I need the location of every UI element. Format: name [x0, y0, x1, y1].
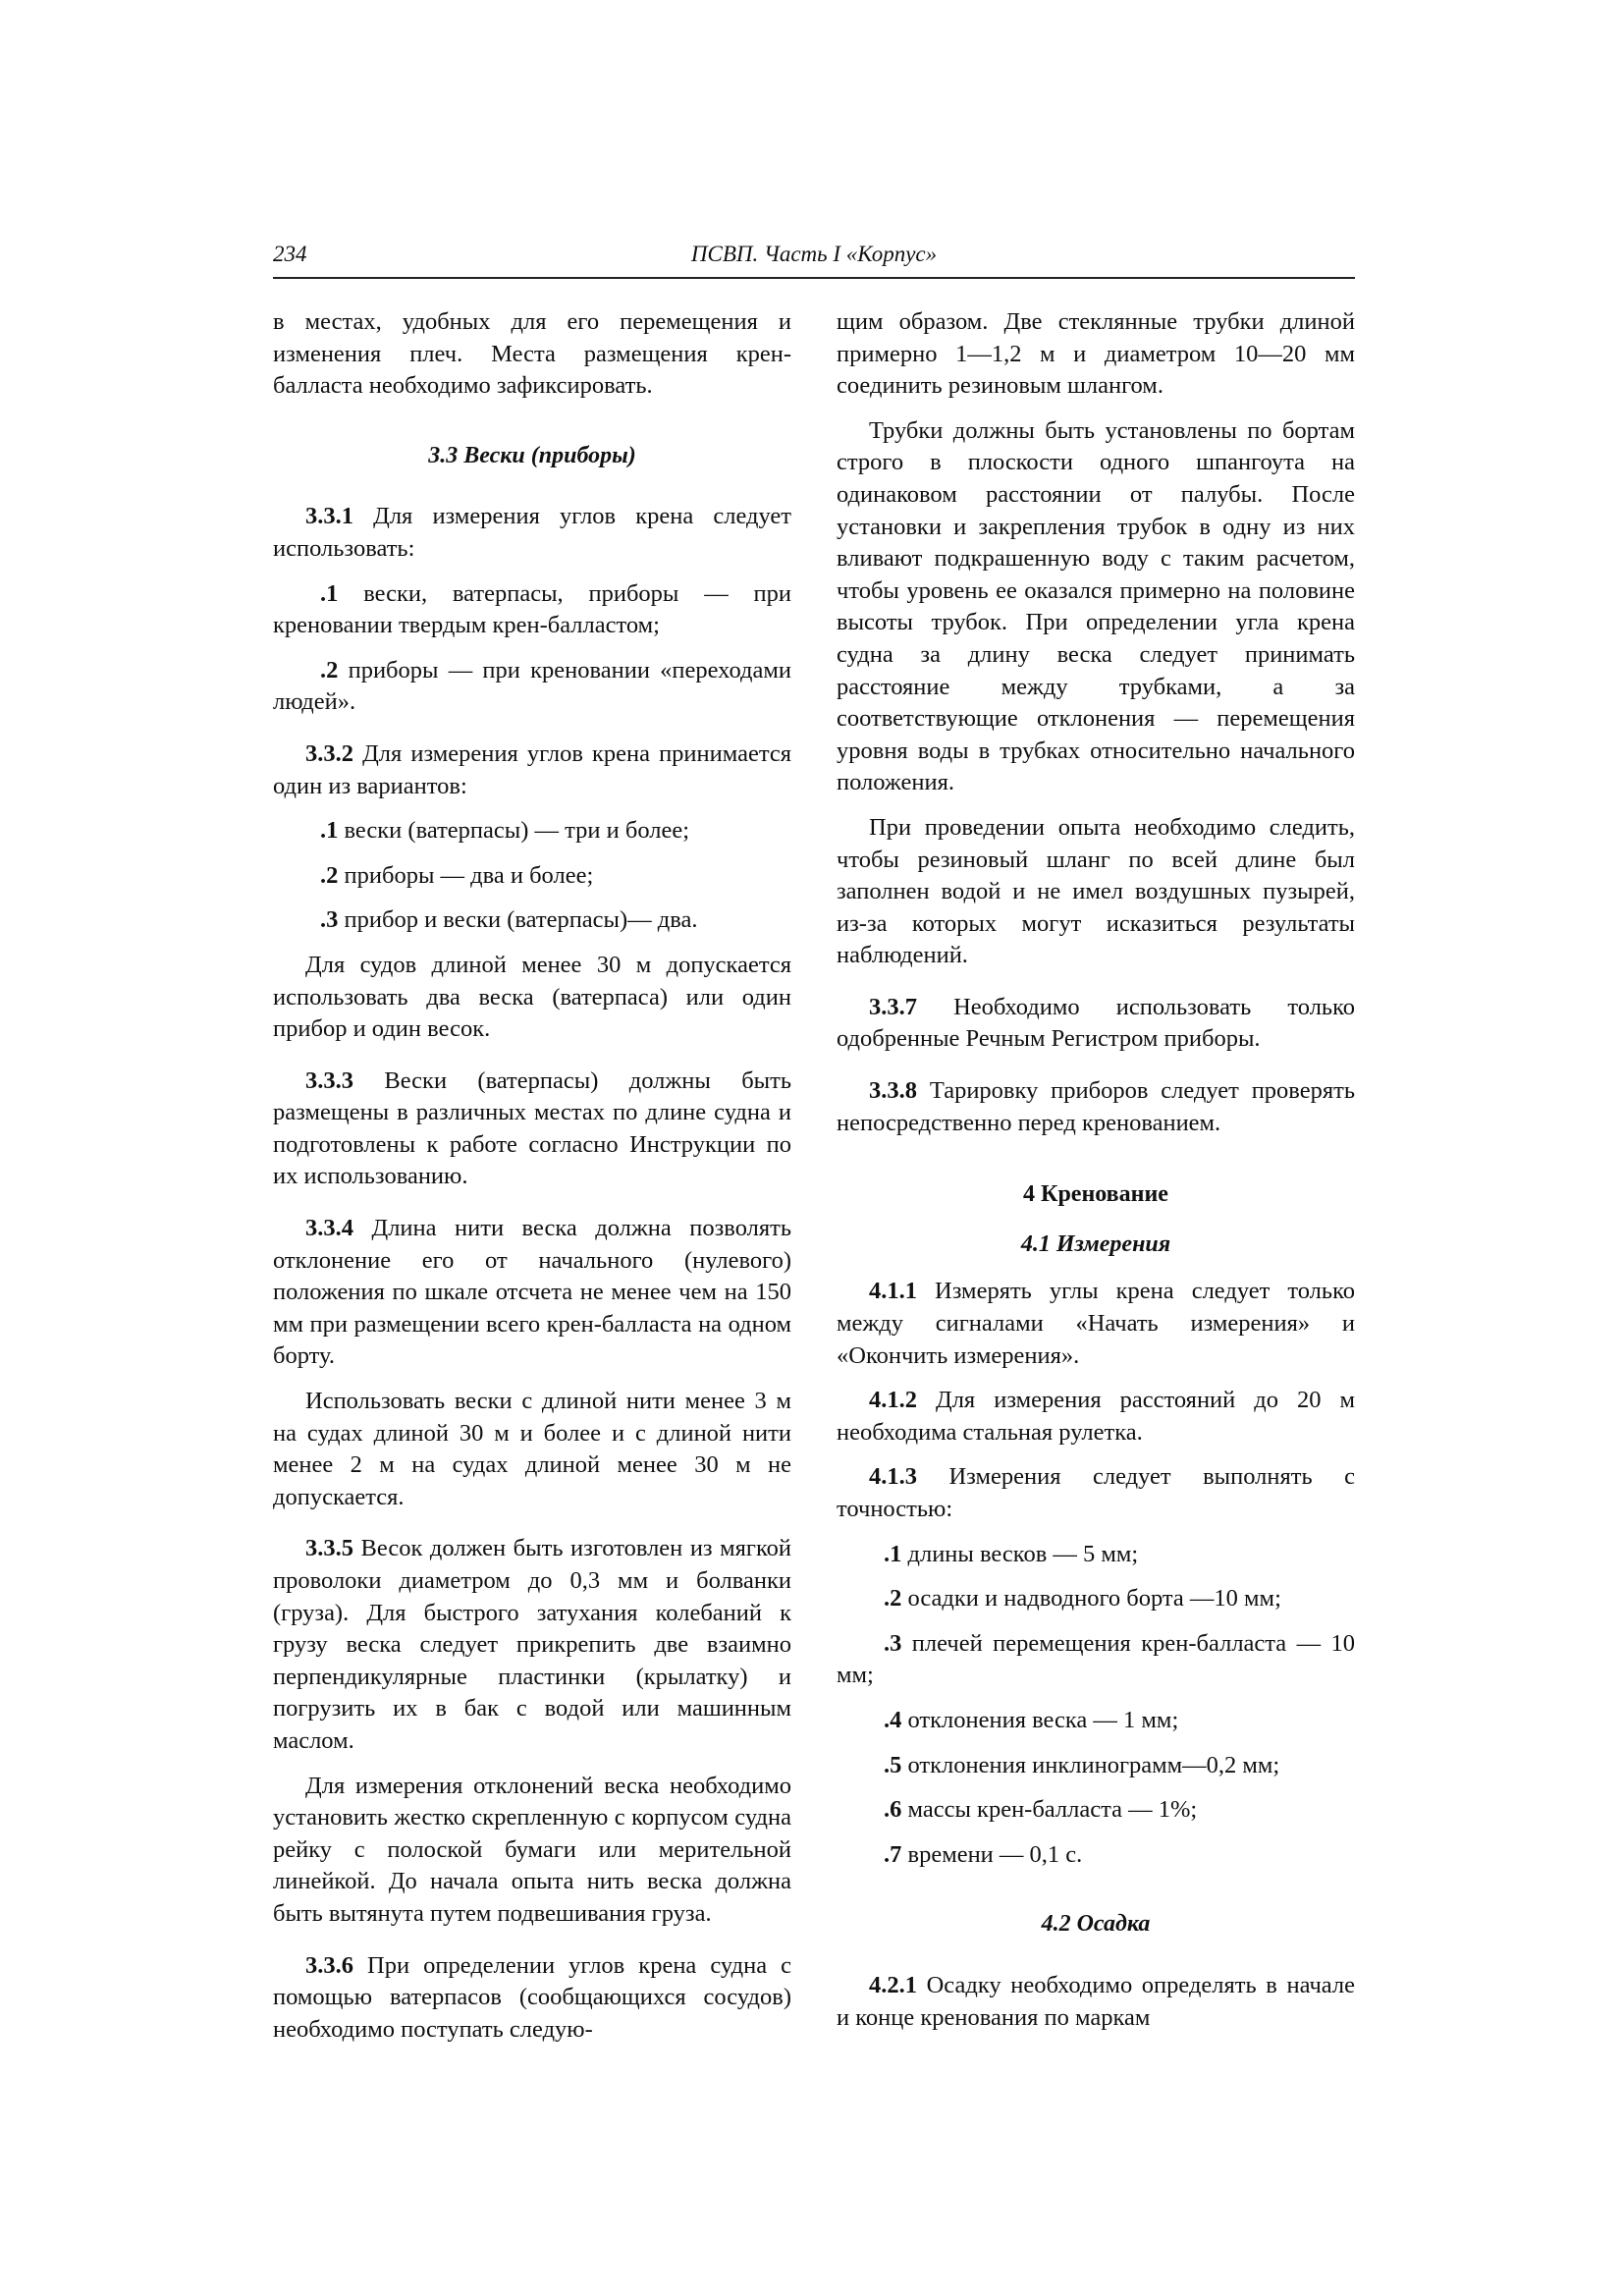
paragraph-3-3-4	[273, 1213, 791, 1373]
clause-text: Измерения следует выполнять с точностью:	[837, 1463, 1355, 1522]
clause-number: 3.3.3	[305, 1066, 353, 1094]
section-heading-3-3: 3.3 Вески (приборы)	[428, 442, 636, 468]
accuracy-list	[837, 1539, 1355, 1872]
continued-paragraph: щим образом. Две стеклянные трубки длиной примерно 1—1,2 м и диаметром 10—20 мм соединить резиновым шлангом.	[837, 308, 1355, 400]
section-heading-4: 4 Кренование	[1023, 1181, 1168, 1208]
item-number: .4	[884, 1706, 902, 1733]
item-number: .2	[320, 656, 339, 683]
paragraph-3-3-3	[273, 1066, 791, 1193]
section-heading-4-1: 4.1 Измерения	[1020, 1230, 1171, 1257]
clause-number: 4.2.1	[869, 1971, 917, 1998]
item-number: .3	[884, 1629, 902, 1657]
clause-number: 3.3.2	[305, 739, 353, 767]
paragraph-3-3-6	[273, 1950, 791, 2047]
list-item	[837, 1539, 1355, 1571]
note-paragraph: Использовать вески с длиной нити менее 3 м на судах длиной 30 м и более и с длиной нити менее 2 м на судах длиной менее 30 м не допускается.	[273, 1388, 791, 1510]
item-text: вески, ватерпасы, приборы — при креновании твердым крен-балластом;	[273, 579, 791, 639]
item-text: отклонения веска — 1 мм;	[901, 1706, 1179, 1733]
clause-number: 4.1.1	[869, 1278, 917, 1305]
item-text: плечей перемещения крен-балласта — 10 мм;	[837, 1629, 1355, 1689]
clause-number: 3.3.6	[305, 1951, 353, 1979]
paragraph-4-2-1	[837, 1970, 1355, 2034]
list-item	[837, 1839, 1355, 1872]
intro-paragraph: в местах, удобных для его перемещения и изменения плеч. Места размещения крен-балласта необходимо зафиксировать.	[273, 308, 791, 400]
item-text: осадки и надводного борта —10 мм;	[901, 1585, 1281, 1613]
clause-number: 4.1.3	[869, 1463, 917, 1491]
item-number: .1	[884, 1540, 902, 1567]
list-item	[837, 1750, 1355, 1782]
running-title: ПСВП. Часть I «Корпус»	[690, 242, 938, 266]
page-number: 234	[273, 242, 307, 266]
section-heading-4-2: 4.2 Осадка	[1041, 1911, 1151, 1938]
clause-number: 3.3.8	[869, 1077, 917, 1105]
clause-number: 3.3.4	[305, 1215, 353, 1242]
list-item	[837, 1583, 1355, 1615]
list-item	[273, 655, 791, 719]
list-item	[837, 1705, 1355, 1737]
item-text: длины весков — 5 мм;	[901, 1540, 1139, 1567]
item-text: прибор и вески (ватерпасы)— два.	[338, 906, 698, 934]
note-paragraph: Для измерения отклонений веска необходимо установить жестко скрепленную с корпусом судна рейку с полоской бумаги или мерительной линейкой. До начала опыта нить веска должна быть вытянута путем подвешивания груза.	[273, 1772, 791, 1927]
note-paragraph: Для судов длиной менее 30 м допускается использовать два веска (ватерпаса) или один прибор и один весок.	[273, 951, 791, 1043]
clause-text: Тарировку приборов следует проверять непосредственно перед кренованием.	[837, 1077, 1355, 1136]
item-number: .7	[884, 1840, 902, 1868]
paragraph-3-3-8	[837, 1075, 1355, 1139]
item-text: отклонения инклинограмм—0,2 мм;	[901, 1751, 1280, 1778]
list-item	[837, 1628, 1355, 1692]
item-number: .5	[884, 1751, 902, 1778]
clause-number: 3.3.7	[869, 993, 917, 1020]
item-text: приборы — при креновании «переходами людей».	[273, 656, 791, 716]
list-item	[837, 1794, 1355, 1827]
item-number: .1	[320, 579, 339, 607]
item-text: времени — 0,1 с.	[901, 1840, 1083, 1868]
paragraph-4-1-3	[837, 1461, 1355, 1525]
item-number: .1	[320, 817, 339, 845]
paragraph-3-3-1	[273, 501, 791, 565]
clause-number: 3.3.1	[305, 503, 353, 530]
hose-paragraph: При проведении опыта необходимо следить, чтобы резиновый шланг по всей длине был заполнен водой и не имел воздушных пузырей, из-за которых могут исказиться результаты наблюдений.	[837, 813, 1355, 969]
clause-text: Для измерения расстояний до 20 м необходима стальная рулетка.	[837, 1387, 1355, 1446]
item-text: массы крен-балласта — 1%;	[901, 1796, 1198, 1824]
item-number: .6	[884, 1796, 902, 1824]
item-number: .2	[320, 861, 339, 889]
clause-text: При определении углов крена судна с помощью ватерпасов (сообщающихся сосудов) необходимо поступать следую-	[273, 1951, 791, 2043]
paragraph-3-3-5	[273, 1533, 791, 1757]
paragraph-4-1-1	[837, 1276, 1355, 1372]
clause-text: Осадку необходимо определять в начале и конце кренования по маркам	[837, 1971, 1355, 2031]
paragraph-3-3-7	[837, 992, 1355, 1056]
item-text: приборы — два и более;	[338, 861, 594, 889]
item-number: .3	[320, 906, 339, 934]
list-item	[273, 904, 791, 937]
clause-text: Для измерения углов крена принимается один из вариантов:	[273, 739, 791, 799]
list-item	[273, 578, 791, 642]
left-column	[273, 306, 791, 2046]
clause-text: Для измерения углов крена следует использовать:	[273, 503, 791, 562]
clause-text: Измерять углы крена следует только между сигналами «Начать измерения» и «Окончить измерения».	[837, 1278, 1355, 1369]
clause-text: Весок должен быть изготовлен из мягкой проволоки диаметром до 0,3 мм и болванки (груза). Для быстрого затухания колебаний к грузу веска следует прикрепить две взаимно перпендикулярные пластинки (крылатку) и погрузить их в бак с водой или машинным маслом.	[273, 1535, 791, 1754]
clause-text: Необходимо использовать только одобренные Речным Регистром приборы.	[837, 993, 1355, 1053]
tubes-paragraph: Трубки должны быть установлены по бортам строго в плоскости одного шпангоута на одинаковом расстоянии от палубы. После установки и закрепления трубок в одну из них вливают подкрашенную воду с таким расчетом, чтобы уровень ее оказался примерно на половине высоты трубок. При определении угла крена судна за длину веска следует принимать расстояние между трубками, а за соответствующие отклонения — перемещения уровня воды в трубках относительно начального положения.	[837, 416, 1355, 796]
list-item	[273, 815, 791, 847]
clause-text: Вески (ватерпасы) должны быть размещены в различных местах по длине судна и подготовлены к работе согласно Инструкции по их использованию.	[273, 1066, 791, 1190]
item-text: вески (ватерпасы) — три и более;	[338, 817, 690, 845]
page-header	[273, 242, 1355, 279]
paragraph-3-3-2	[273, 738, 791, 802]
clause-number: 4.1.2	[869, 1387, 917, 1414]
clause-number: 3.3.5	[305, 1535, 353, 1562]
right-column	[837, 306, 1355, 2034]
paragraph-4-1-2	[837, 1385, 1355, 1449]
item-number: .2	[884, 1585, 902, 1613]
clause-text: Длина нити веска должна позволять отклонение его от начального (нулевого) положения по шкале отсчета не менее чем на 150 мм при размещении всего крен-балласта на одном борту.	[273, 1215, 791, 1370]
list-item	[273, 860, 791, 893]
